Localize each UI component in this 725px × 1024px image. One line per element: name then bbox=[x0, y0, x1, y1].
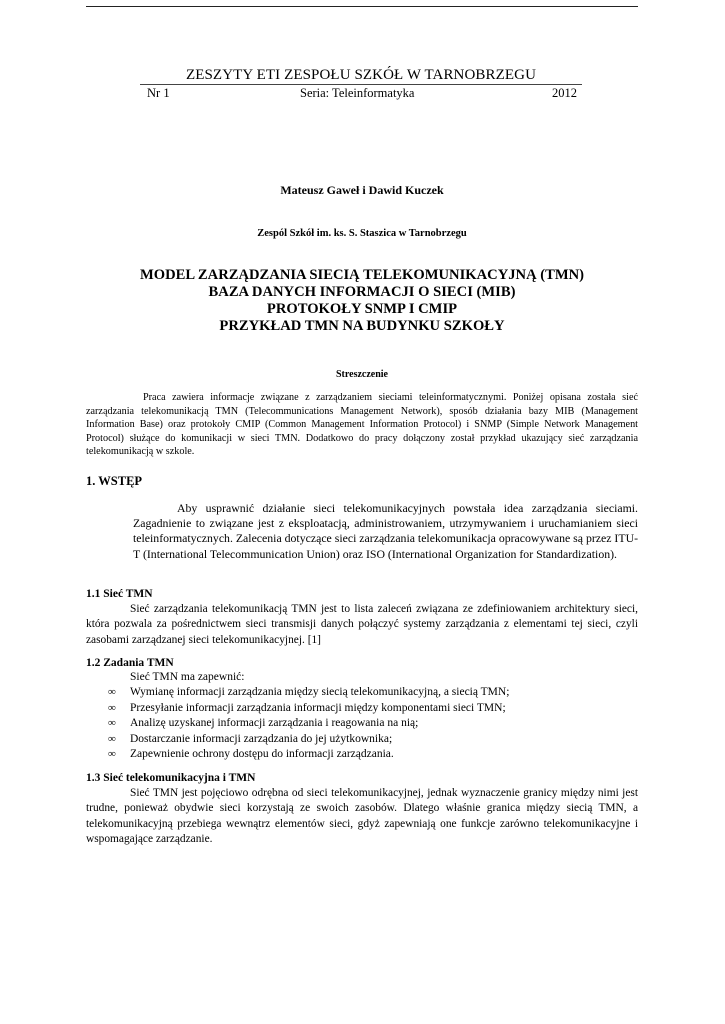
journal-title: ZESZYTY ETI ZESPOŁU SZKÓŁ W TARNOBRZEGU bbox=[185, 67, 537, 83]
top-rule bbox=[86, 6, 638, 7]
list-item-text: Analizę uzyskanej informacji zarządzania i reagowania na nią; bbox=[130, 717, 419, 729]
list-item bbox=[108, 747, 509, 763]
section-1-1-text: Sieć zarządzania telekomunikacją TMN jest to lista zaleceń związana ze zdefiniowaniem architektury sieci, która pozwala za pośrednictwem sieci transmisji danych połączyć systemy zarządzania z elementami tej sieci, czyli zasobami zarządzanej sieci telekomunikacyjnej. [1] bbox=[86, 603, 638, 646]
title-line: BAZA DANYCH INFORMACJI O SIECI (MIB) bbox=[208, 284, 516, 300]
header-rule bbox=[140, 84, 582, 85]
list-item bbox=[108, 732, 509, 748]
bullet-icon: ∞ bbox=[108, 748, 116, 760]
abstract-heading: Streszczenie bbox=[335, 369, 388, 380]
list-item-text: Przesyłanie informacji zarządzania informacji między komponentami sieci TMN; bbox=[130, 701, 506, 714]
section-1-2-intro: Sieć TMN ma zapewnić: bbox=[130, 671, 245, 683]
section-1-1-heading: 1.1 Sieć TMN bbox=[86, 588, 153, 600]
bullet-icon: ∞ bbox=[108, 732, 116, 745]
title-line: PRZYKŁAD TMN NA BUDYNKU SZKOŁY bbox=[219, 318, 505, 334]
list-item bbox=[108, 716, 509, 732]
list-item bbox=[108, 701, 509, 717]
section-1-2-heading: 1.2 Zadania TMN bbox=[86, 657, 174, 669]
list-item-text: Wymianę informacji zarządzania między siecią telekomunikacyjną, a siecią TMN; bbox=[130, 686, 510, 698]
abstract-text: Praca zawiera informacje związane z zarządzaniem sieciami teleinformatycznymi. Poniżej opisana została sieć zarządzania telekomunikacją TMN (Telecommunications Management Network), sposób działania bazy MIB (Management Information Base) oraz protokoły CMIP (Common Management Information Protocol) i SNMP (Simple Network Management Protocol) służące do komunikacji w sieci TMN. Dodatkowo do pracy dołączony został przykład ukazujący sieć zarządzania telekomunikacją w szkole. bbox=[86, 392, 638, 458]
section-1-text: Aby usprawnić działanie sieci telekomunikacyjnych powstała idea zarządzania sieciami. Zagadnienie to związane jest z eksploatacją, administrowaniem, utrzymywaniem i uruchamianiem sieci teleinformatycznych. Zalecenia dotyczące sieci zarządzania telekomunikacja opracowywane są przez ITU-T (International Telecommunication Union) oraz ISO (International Organization for Standardization). bbox=[133, 501, 639, 561]
series-name: Seria: Teleinformatyka bbox=[300, 86, 415, 100]
title-line: PROTOKOŁY SNMP I CMIP bbox=[266, 301, 458, 317]
list-item bbox=[108, 685, 509, 701]
paper-title bbox=[86, 267, 638, 335]
affiliation: Zespól Szkół im. ks. S. Staszica w Tarnobrzegu bbox=[257, 228, 467, 239]
section-1-heading: 1. WSTĘP bbox=[86, 474, 143, 488]
issue-number: Nr 1 bbox=[147, 86, 170, 100]
authors: Mateusz Gaweł i Dawid Kuczek bbox=[280, 183, 444, 197]
bullet-icon: ∞ bbox=[108, 701, 116, 714]
bullet-icon: ∞ bbox=[108, 717, 116, 729]
task-list bbox=[108, 685, 509, 763]
list-item-text: Dostarczanie informacji zarządzania do jej użytkownika; bbox=[130, 732, 393, 745]
section-1-3-heading: 1.3 Sieć telekomunikacyjna i TMN bbox=[86, 772, 256, 784]
issue-year: 2012 bbox=[552, 86, 577, 100]
bullet-icon: ∞ bbox=[108, 686, 116, 698]
list-item-text: Zapewnienie ochrony dostępu do informacji zarządzania. bbox=[130, 748, 394, 760]
title-line: MODEL ZARZĄDZANIA SIECIĄ TELEKOMUNIKACYJNĄ (TMN) bbox=[139, 267, 585, 283]
section-1-3-text: Sieć TMN jest pojęciowo odrębna od sieci telekomunikacyjnej, jednak wyznaczenie granicy między nimi jest trudne, ponieważ obydwie sieci korzystają ze swoich zasobów. Dlatego właśnie granica między siecią TMN, a telekomunikacyjną przebiega wewnątrz elementów sieci, gdyż zapewniają one funkcje zarówno telekomunikacyjne i wspomagające zarządzanie. bbox=[86, 787, 638, 846]
